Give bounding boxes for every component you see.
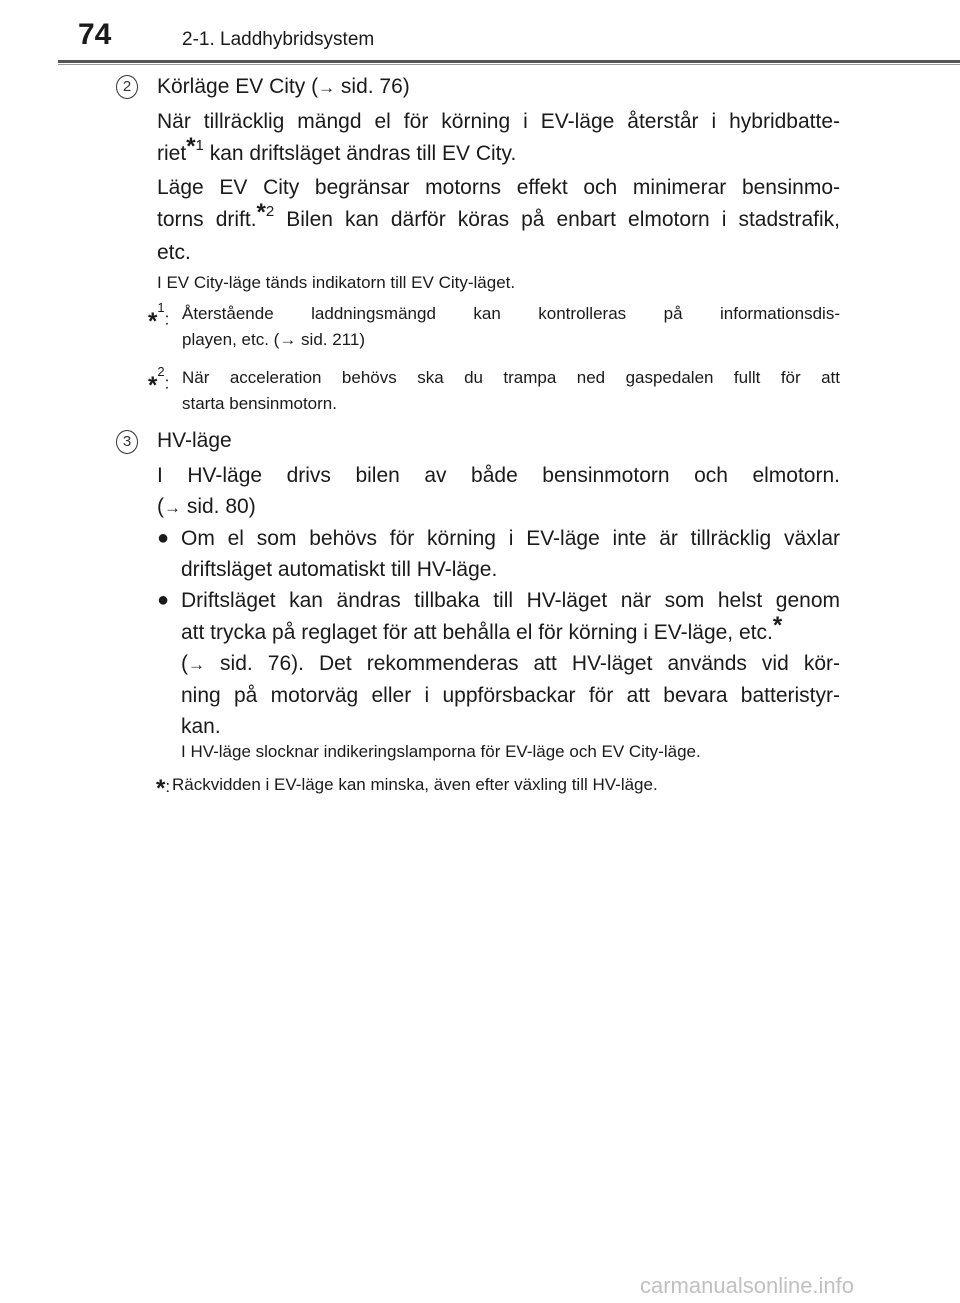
arrow-icon: → xyxy=(188,655,205,674)
section-title: 2-1. Laddhybridsystem xyxy=(182,29,375,50)
item2-heading: Körläge EV City (→ sid. 76) xyxy=(157,75,410,98)
item2-note: I EV City-läge tänds indikatorn till EV City-läget. xyxy=(157,273,516,292)
footnote-star: * xyxy=(186,133,196,160)
bullet-icon: ● xyxy=(157,589,170,611)
footnote-star: * xyxy=(156,775,166,802)
footnote-star: * xyxy=(148,371,158,399)
footnote-star: * xyxy=(148,307,158,335)
arrow-icon: → xyxy=(164,498,181,517)
item3-paragraph-1: I HV-läge drivs bilen av både bensinmotorn och elmotorn. (→ sid. 80) xyxy=(157,464,840,518)
item3-heading: HV-läge xyxy=(157,429,232,452)
item-number-2: 2 xyxy=(116,75,138,99)
arrow-icon: → xyxy=(279,330,297,349)
item3-bullet-1: ● Om el som behövs för körning i EV-läge inte är tillräcklig växlar driftsläget automatiskt till HV-läge. xyxy=(157,523,840,585)
watermark: carmanualsonline.info xyxy=(640,1273,855,1298)
item-number-3: 3 xyxy=(116,430,138,454)
item2-paragraph-1: När tillräcklig mängd el för körning i EV-läge återstår i hybridbatte- riet*$^1$ kan driftsläget ändras till EV City. xyxy=(157,110,840,165)
footnote-1: *$^1$: Återstående laddningsmängd kan kontrolleras på informationsdis- playen, etc. (→ sid. 211) xyxy=(148,300,840,349)
bullet-icon: ● xyxy=(157,527,170,549)
item2-paragraph-2: Läge EV City begränsar motorns effekt och minimerar bensinmo- torns drift.*$^2$ Bilen kan därför köras på enbart elmotorn i stadstrafik, etc. xyxy=(157,176,840,264)
footnote-2: *$^2$: När acceleration behövs ska du trampa ned gaspedalen fullt för att starta bensinmotorn. xyxy=(148,364,840,413)
header-rule-thin xyxy=(58,64,960,65)
page-header xyxy=(0,0,960,64)
arrow-icon: → xyxy=(318,78,336,97)
footnote-star: * xyxy=(772,612,783,639)
header-rule xyxy=(58,60,960,63)
footnote-3: *: Räckvidden i EV-läge kan minska, även efter växling till HV-läge. xyxy=(156,775,658,802)
item3-note: I HV-läge slocknar indikeringslamporna för EV-läge och EV City-läge. xyxy=(181,742,701,761)
item3-bullet-2: ● Driftsläget kan ändras tillbaka till HV-läget när som helst genom att trycka på reglaget för att behålla el för körning i EV-läge, etc.* (→ sid. 76). Det rekommenderas att HV-läget används vid kör- ning på motorväg eller i uppförsbackar för att bevara batteristyr- kan. xyxy=(157,585,840,742)
footnote-star: * xyxy=(256,199,266,226)
page-number: 74 xyxy=(78,18,112,51)
